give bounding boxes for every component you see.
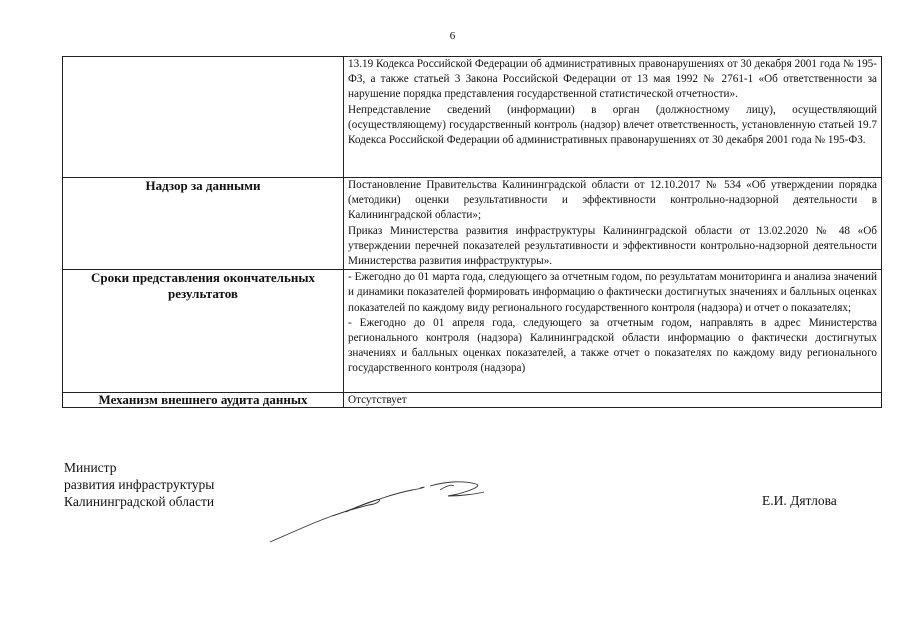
table-row	[63, 393, 882, 408]
row-label: Механизм внешнего аудита данных	[63, 393, 344, 408]
row-content	[344, 178, 882, 270]
content-paragraph: Приказ Министерства развития инфраструктуры Калининградской области от 13.02.2020 № 48 «Об утверждении перечней показателей результативности и эффективности контрольно-надзорной деятельности Министерства развития инфраструктуры».	[348, 224, 877, 268]
content-paragraph: Отсутствует	[348, 394, 407, 407]
info-table	[62, 56, 882, 408]
signatory-title	[64, 459, 214, 510]
row-label: Надзор за данными	[63, 178, 344, 270]
signatory-name: Е.И. Дятлова	[762, 493, 837, 508]
row-content	[344, 270, 882, 393]
table-row	[63, 178, 882, 270]
table-row	[63, 270, 882, 393]
handwritten-signature	[262, 476, 492, 548]
row-label	[63, 57, 344, 178]
content-paragraph: - Ежегодно до 01 апреля года, следующего за отчетным годом, направлять в адрес Министерства регионального контроля (надзора) Калининградской области информацию о фактически достигнутых значениях и балльных оценках показателей, а также отчет о показателях по каждому виду регионального государственного контроля (надзора)	[348, 316, 877, 375]
row-content	[344, 57, 882, 178]
signatory-title-line: Министр	[64, 460, 117, 475]
content-paragraph: - Ежегодно до 01 марта года, следующего за отчетным годом, по результатам мониторинга и анализа значений и динамики показателей формировать информацию о фактически достигнутых значениях и балльных оценках показателей по каждому виду регионального государственного контроля (надзора) и отчет о показателях;	[348, 271, 877, 314]
content-paragraph: Постановление Правительства Калининградской области от 12.10.2017 № 534 «Об утверждении порядка (методики) оценки результативности и эффективности контрольно-надзорной деятельности в Калининградской области»;	[348, 179, 877, 222]
page-number: 6	[449, 30, 456, 42]
row-content	[344, 393, 882, 408]
row-label: Сроки представления окончательных результатов	[63, 270, 344, 393]
content-paragraph: 13.19 Кодекса Российской Федерации об административных правонарушениях от 30 декабря 2001 года № 195-ФЗ, а также статьей 3 Закона Российской Федерации от 13 мая 1992 № 2761-1 «Об ответственности за нарушение порядка представления государственной статистической отчетности».	[348, 58, 877, 101]
signatory-title-line: Калининградской области	[64, 494, 215, 509]
content-paragraph: Непредставление сведений (информации) в орган (должностному лицу), осуществляющий (осуществляющему) государственный контроль (надзор) влечет ответственность, установленную статьей 19.7 Кодекса Российской Федерации об административных правонарушениях от 30 декабря 2001 года № 195-ФЗ.	[348, 103, 877, 147]
signatory-title-line: развития инфраструктуры	[64, 477, 215, 492]
table-row	[63, 57, 882, 178]
